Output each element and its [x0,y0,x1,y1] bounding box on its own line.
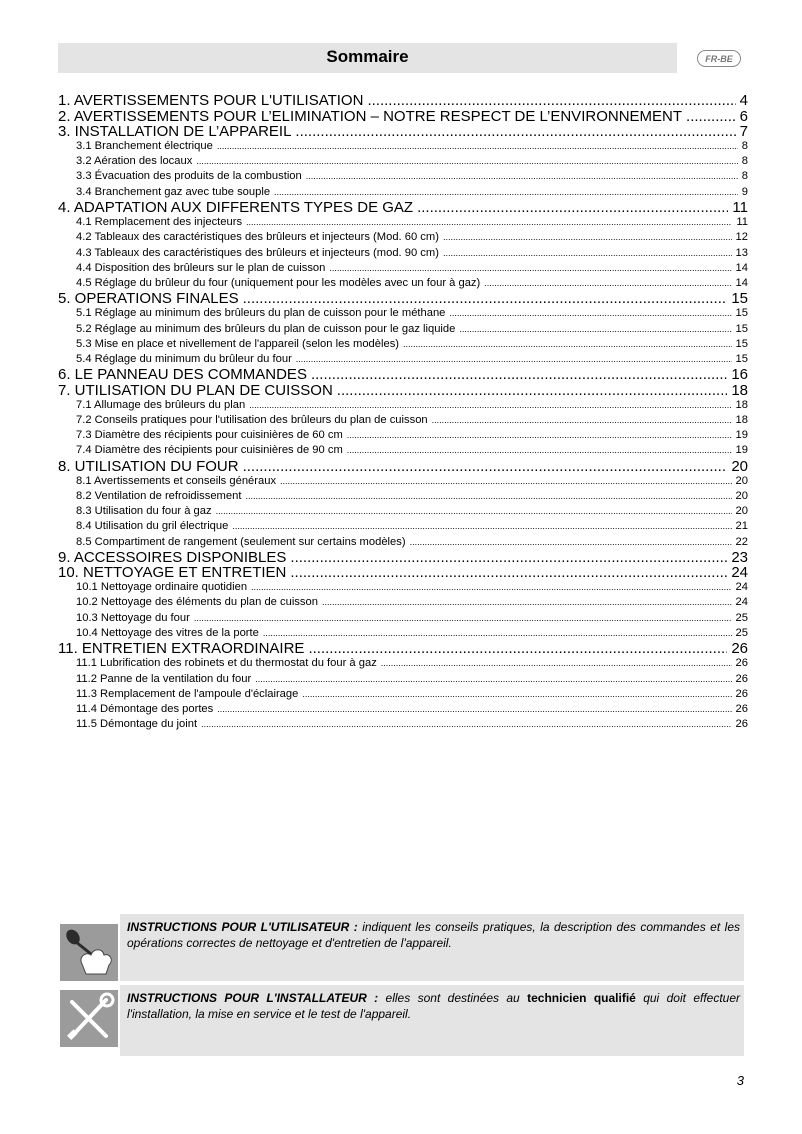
toc-page-number: 16 [731,366,748,384]
toc-page-number: 21 [735,520,748,533]
toc-label: 8.5 Compartiment de rangement (seulement sur certains modèles) [76,535,406,548]
toc-section[interactable] [58,245,748,260]
toc-label: 10.1 Nettoyage ordinaire quotidien [76,581,248,594]
toc-label: 8.1 Avertissements et conseils généraux [76,474,277,487]
toc-label: 6. LE PANNEAU DES COMMANDES [58,366,307,384]
toc-page-number: 9 [741,185,748,198]
toc-chapter[interactable] [58,550,748,565]
toc-section[interactable] [58,671,748,686]
toc-page-number: 26 [731,640,748,658]
toc-leader-dots [459,322,731,337]
toc-label: 10.4 Nettoyage des vitres de la porte [76,626,259,639]
toc-section[interactable] [58,474,748,489]
toc-section[interactable] [58,352,748,367]
toc-leader-dots [263,626,732,641]
toc-leader-dots [274,185,738,200]
toc-label: 7.2 Conseils pratiques pour l'utilisation des brûleurs du plan de cuisson [76,413,428,426]
toc-section[interactable] [58,595,748,610]
toc-label: 7.1 Allumage des brûleurs du plan [76,398,246,411]
toc-page-number: 15 [731,290,748,308]
toc-page-number: 4 [739,92,748,110]
toc-chapter[interactable] [58,291,748,306]
user-instructions-text [127,919,740,951]
toc-leader-dots [194,611,732,626]
toc-chapter[interactable] [58,382,748,397]
toc-page-number: 13 [735,246,748,259]
toc-leader-dots [306,169,738,184]
toc-section[interactable] [58,717,748,732]
toc-section[interactable] [58,139,748,154]
toc-label: 5.2 Réglage au minimum des brûleurs du plan de cuisson pour le gaz liquide [76,322,456,335]
user-instructions-description: indiquent les conseils pratiques, la description des commandes et les opérations correctes de nettoyage et d'entretien de l'appareil. [127,920,740,950]
toc-leader-dots [290,565,727,580]
toc-page-number: 15 [735,307,748,320]
toc-page-number: 8 [741,140,748,153]
toc-page-number: 15 [735,337,748,350]
toc-section[interactable] [58,230,748,245]
toc-leader-dots [443,246,732,261]
toc-section[interactable] [58,261,748,276]
toc-page-number: 18 [731,381,748,399]
toc-page-number: 20 [735,505,748,518]
toc-label: 3.3 Évacuation des produits de la combustion [76,170,302,183]
toc-leader-dots [217,139,738,154]
toc-leader-dots [196,154,737,169]
toc-chapter[interactable] [58,124,748,139]
toc-page-number: 20 [731,457,748,475]
toc-page-number: 14 [735,261,748,274]
toc-page-number: 25 [735,611,748,624]
toc-label: 7.4 Diamètre des récipients pour cuisinières de 90 cm [76,444,343,457]
user-instructions-legend [120,914,744,981]
chef-spoon-icon [60,924,118,981]
toc-label: 8.4 Utilisation du gril électrique [76,520,229,533]
toc-chapter[interactable] [58,641,748,656]
toc-section[interactable] [58,428,748,443]
toc-page-number: 26 [735,657,748,670]
installer-instructions-title: INSTRUCTIONS POUR L'INSTALLATEUR : [127,991,379,1005]
toc-page-number: 12 [735,231,748,244]
toc-leader-dots [243,459,728,474]
toc-label: 7.3 Diamètre des récipients pour cuisinières de 60 cm [76,429,343,442]
toc-label: 3.4 Branchement gaz avec tube souple [76,185,271,198]
toc-section[interactable] [58,413,748,428]
toc-label: 8.3 Utilisation du four à gaz [76,505,212,518]
toc-leader-dots [417,200,728,215]
toc-section[interactable] [58,276,748,291]
toc-label: 3.1 Branchement électrique [76,140,213,153]
toc-section[interactable] [58,215,748,230]
toc-leader-dots [322,595,732,610]
toc-chapter[interactable] [58,200,748,215]
toc-page-number: 19 [735,429,748,442]
toc-label: 11. ENTRETIEN EXTRAORDINAIRE [58,640,305,658]
toc-section[interactable] [58,519,748,534]
toc-leader-dots [302,687,731,702]
toc-section[interactable] [58,184,748,199]
toc-section[interactable] [58,321,748,336]
toc-chapter[interactable] [58,367,748,382]
toc-leader-dots [217,702,731,717]
toc-page-number: 26 [735,672,748,685]
toc-page-number: 24 [731,564,748,582]
toc-label: 4.1 Remplacement des injecteurs [76,216,243,229]
language-badge: FR-BE [697,50,741,67]
toc-label: 8.2 Ventilation de refroidissement [76,489,242,502]
toc-leader-dots [410,535,732,550]
toc-leader-dots [308,641,727,656]
toc-page-number: 7 [739,122,748,140]
toc-chapter[interactable] [58,458,748,473]
toc-page-number: 8 [741,155,748,168]
installer-text-part: qui doit effectuer l'installation, la mise en service et le test de l'appareil. [127,991,741,1021]
toc-label: 11.2 Panne de la ventilation du four [76,672,252,685]
toc-page-number: 26 [735,702,748,715]
toc-leader-dots [280,474,732,489]
toc-leader-dots [367,93,735,108]
toc-page-number: 22 [735,535,748,548]
toc-leader-dots [443,230,732,245]
toc-label: 7. UTILISATION DU PLAN DE CUISSON [58,381,333,399]
toc-chapter[interactable] [58,93,748,108]
toc-label: 9. ACCESSOIRES DISPONIBLES [58,548,287,566]
toc-chapter[interactable] [58,108,748,123]
toc-leader-dots [251,580,732,595]
toc-leader-dots [216,504,732,519]
toc-section[interactable] [58,504,748,519]
toc-page-number: 15 [735,322,748,335]
installer-instructions-legend [120,985,744,1056]
toc-page-number: 18 [735,413,748,426]
toc-leader-dots [245,489,731,504]
toc-label: 2. AVERTISSEMENTS POUR L’ELIMINATION – NOTRE RESPECT DE L’ENVIRONNEMENT [58,107,683,125]
toc-leader-dots [255,672,731,687]
toc-leader-dots [337,383,728,398]
toc-section[interactable] [58,337,748,352]
toc-page-number: 8 [741,170,748,183]
toc-leader-dots [347,443,732,458]
toc-label: 11.4 Démontage des portes [76,702,214,715]
table-of-contents [58,93,748,732]
page-title: Sommaire [326,47,409,66]
toc-label: 4.5 Réglage du brûleur du four (uniquement pour les modèles avec un four à gaz) [76,276,481,289]
toc-section[interactable] [58,580,748,595]
toc-label: 11.3 Remplacement de l'ampoule d'éclairage [76,687,299,700]
toc-leader-dots [311,367,727,382]
toc-leader-dots [243,291,728,306]
toc-label: 11.1 Lubrification des robinets et du thermostat du four à gaz [76,657,377,670]
toc-page-number: 20 [735,474,748,487]
toc-page-number: 26 [735,718,748,731]
installer-text-part: elles sont destinées au [378,991,528,1005]
toc-page-number: 6 [739,107,748,125]
toc-label: 5.4 Réglage du minimum du brûleur du four [76,352,292,365]
toc-leader-dots [201,717,731,732]
toc-chapter[interactable] [58,565,748,580]
toc-leader-dots [686,109,736,124]
toc-leader-dots [232,519,731,534]
toc-page-number: 11 [732,198,748,216]
page-number: 3 [736,1073,744,1088]
toc-label: 1. AVERTISSEMENTS POUR L'UTILISATION [58,92,364,110]
toc-section[interactable] [58,534,748,549]
header-bar [58,43,677,73]
installer-instructions-text [127,990,740,1022]
toc-label: 8. UTILISATION DU FOUR [58,457,239,475]
toc-section[interactable] [58,443,748,458]
toc-label: 5.3 Mise en place et nivellement de l'appareil (selon les modèles) [76,337,400,350]
toc-label: 3.2 Aération des locaux [76,155,193,168]
toc-section[interactable] [58,626,748,641]
toc-section[interactable] [58,169,748,184]
toc-page-number: 18 [735,398,748,411]
toc-section[interactable] [58,610,748,625]
toc-page-number: 15 [735,352,748,365]
toc-leader-dots [290,550,727,565]
toc-section[interactable] [58,656,748,671]
toc-section[interactable] [58,687,748,702]
toc-page-number: 19 [735,444,748,457]
toc-leader-dots [432,413,732,428]
toc-section[interactable] [58,702,748,717]
tools-icon [60,990,118,1047]
toc-label: 4.2 Tableaux des caractéristiques des brûleurs et injecteurs (Mod. 60 cm) [76,231,439,244]
toc-section[interactable] [58,398,748,413]
toc-page-number: 14 [735,276,748,289]
toc-leader-dots [403,337,732,352]
toc-label: 4.4 Disposition des brûleurs sur le plan de cuisson [76,261,326,274]
toc-label: 10. NETTOYAGE ET ENTRETIEN [58,564,287,582]
toc-page-number: 25 [735,626,748,639]
toc-page-number: 20 [735,489,748,502]
toc-section[interactable] [58,489,748,504]
toc-page-number: 24 [735,596,748,609]
toc-section[interactable] [58,154,748,169]
qualified-technician-emphasis: technicien qualifié [527,991,636,1005]
toc-leader-dots [381,656,732,671]
toc-label: 3. INSTALLATION DE L’APPAREIL [58,122,292,140]
toc-label: 5.1 Réglage au minimum des brûleurs du plan de cuisson pour le méthane [76,307,446,320]
toc-label: 10.3 Nettoyage du four [76,611,190,624]
toc-leader-dots [295,124,735,139]
toc-leader-dots [347,428,732,443]
toc-leader-dots [329,261,731,276]
toc-label: 11.5 Démontage du joint [76,718,198,731]
toc-page-number: 24 [735,581,748,594]
toc-label: 4. ADAPTATION AUX DIFFERENTS TYPES DE GAZ [58,198,414,216]
toc-leader-dots [449,306,731,321]
toc-page-number: 26 [735,687,748,700]
toc-label: 5. OPERATIONS FINALES [58,290,239,308]
toc-leader-dots [246,215,732,230]
toc-leader-dots [296,352,732,367]
toc-label: 10.2 Nettoyage des éléments du plan de cuisson [76,596,318,609]
toc-page-number: 23 [731,548,748,566]
user-instructions-title: INSTRUCTIONS POUR L'UTILISATEUR : [127,920,358,934]
toc-page-number: 11 [736,216,748,229]
toc-leader-dots [484,276,731,291]
toc-label: 4.3 Tableaux des caractéristiques des brûleurs et injecteurs (mod. 90 cm) [76,246,439,259]
toc-section[interactable] [58,306,748,321]
toc-leader-dots [249,398,731,413]
